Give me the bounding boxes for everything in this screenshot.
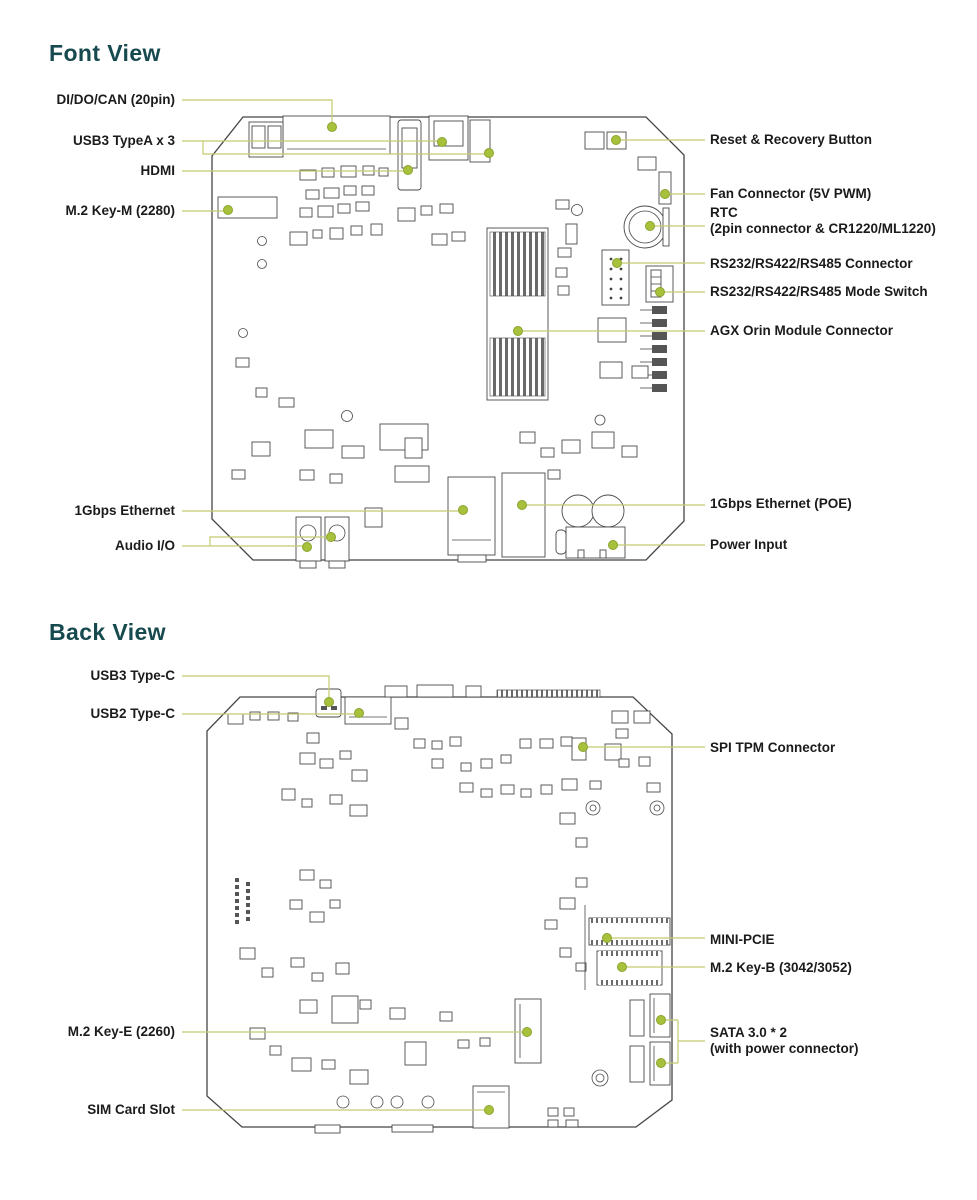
back-board xyxy=(182,676,705,1133)
label-m2-key-e: M.2 Key-E (2260) xyxy=(67,1024,175,1039)
label-usb3-typea: USB3 TypeA x 3 xyxy=(72,133,175,148)
label-rtc-line2: (2pin connector & CR1220/ML1220) xyxy=(710,221,936,236)
ethernet-jack-shape xyxy=(448,477,495,555)
label-agx-orin-connector: AGX Orin Module Connector xyxy=(710,323,894,338)
label-fan-connector: Fan Connector (5V PWM) xyxy=(710,186,872,201)
label-sim-card-slot: SIM Card Slot xyxy=(87,1102,175,1117)
fan-connector-shape xyxy=(659,172,671,204)
label-audio-io: Audio I/O xyxy=(115,538,175,553)
label-sata-line2: (with power connector) xyxy=(710,1041,859,1056)
label-reset-recovery: Reset & Recovery Button xyxy=(710,132,873,147)
label-hdmi: HDMI xyxy=(140,163,175,178)
label-m2-key-b: M.2 Key-B (3042/3052) xyxy=(710,960,852,975)
label-1gbps-ethernet: 1Gbps Ethernet xyxy=(74,503,175,518)
label-usb2-type-c: USB2 Type-C xyxy=(90,706,175,721)
label-sata xyxy=(710,1025,859,1057)
reset-recovery-buttons-shape xyxy=(585,132,604,149)
back-view-title: Back View xyxy=(49,619,166,645)
front-view-title: Font View xyxy=(49,40,161,66)
label-usb3-type-c: USB3 Type-C xyxy=(90,668,175,683)
poe-ethernet-jack-shape xyxy=(502,473,545,557)
label-m2-key-m: M.2 Key-M (2280) xyxy=(65,203,175,218)
rtc-battery-shape xyxy=(624,206,666,248)
label-di-do-can: DI/DO/CAN (20pin) xyxy=(56,92,175,107)
front-board xyxy=(182,100,705,568)
label-power-input: Power Input xyxy=(710,537,788,552)
label-rs232-mode-switch: RS232/RS422/RS485 Mode Switch xyxy=(710,284,928,299)
label-1gbps-ethernet-poe: 1Gbps Ethernet (POE) xyxy=(710,496,852,511)
label-spi-tpm: SPI TPM Connector xyxy=(710,740,836,755)
di-do-can-connector-shape xyxy=(283,116,390,154)
label-rtc xyxy=(710,205,936,237)
m2-key-b-shape xyxy=(597,951,662,985)
usb2-type-c-shape xyxy=(345,697,391,724)
label-sata-line1: SATA 3.0 * 2 xyxy=(710,1025,788,1040)
label-mini-pcie: MINI-PCIE xyxy=(710,932,775,947)
label-rs232-connector: RS232/RS422/RS485 Connector xyxy=(710,256,913,271)
label-rtc-line1: RTC xyxy=(710,205,738,220)
